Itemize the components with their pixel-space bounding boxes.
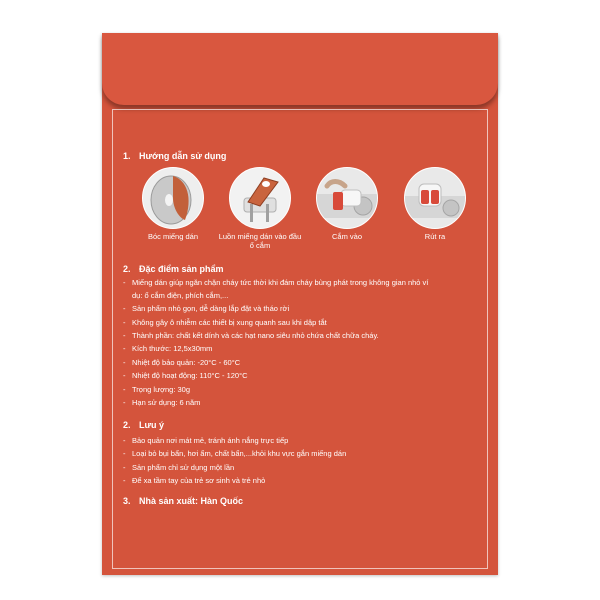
list-item: - Hạn sử dụng: 6 năm (123, 396, 432, 409)
section-heading-usage: 1. Hướng dẫn sử dụng (123, 151, 227, 161)
list-item: - Thành phần: chất kết dính và các hạt nano siêu nhỏ chứa chất chữa cháy. (123, 329, 432, 342)
list-item: - Nhiệt độ bảo quản: -20°C - 60°C (123, 356, 432, 369)
step-label: Rút ra (424, 232, 446, 241)
step-pull-out (392, 167, 478, 241)
step-plug-in (304, 167, 390, 241)
list-item: - Miếng dán giúp ngăn chặn cháy tức thời khi đám cháy bùng phát trong không gian nhỏ ví dụ: ổ cắm điện, phích cắm,... (123, 277, 432, 302)
envelope-card (102, 33, 498, 575)
step-peel (130, 167, 216, 241)
section-heading-features: 2. Đặc điểm sản phẩm (123, 264, 224, 274)
usage-steps (130, 167, 470, 251)
list-item: - Không gây ô nhiễm các thiết bị xung quanh sau khi dập tắt (123, 316, 432, 329)
section-heading-notes: 2. Lưu ý (123, 420, 165, 430)
step-label: Luồn miếng dán vào đầu ổ cắm (218, 232, 302, 250)
list-item: - Kích thước: 12,5x30mm (123, 342, 432, 355)
step-label: Bóc miếng dán (147, 232, 199, 241)
list-item: - Nhiệt độ hoạt động: 110°C - 120°C (123, 369, 432, 382)
list-item: - Để xa tầm tay của trẻ sơ sinh và trẻ nhỏ (123, 474, 346, 487)
pull-out-icon (404, 167, 466, 229)
list-item: - Loại bỏ bụi bẩn, hơi ẩm, chất bẩn,...khỏi khu vực gắn miếng dán (123, 447, 346, 460)
peel-sticker-icon (142, 167, 204, 229)
notes-list (123, 434, 346, 488)
list-item: - Sản phẩm nhỏ gọn, dễ dàng lắp đặt và tháo rời (123, 302, 432, 315)
list-item: - Trọng lượng: 30g (123, 383, 432, 396)
step-label: Cắm vào (331, 232, 362, 241)
insert-sticker-plug-icon (229, 167, 291, 229)
instructions-content (102, 33, 498, 575)
list-item: - Bảo quản nơi mát mẻ, tránh ánh nắng trực tiếp (123, 434, 346, 447)
list-item: - Sản phẩm chỉ sử dụng một lần (123, 461, 346, 474)
section-heading-manufacturer: 3. Nhà sản xuất: Hàn Quốc (123, 496, 244, 506)
step-insert (217, 167, 303, 250)
features-list (123, 277, 432, 409)
plug-in-icon (316, 167, 378, 229)
